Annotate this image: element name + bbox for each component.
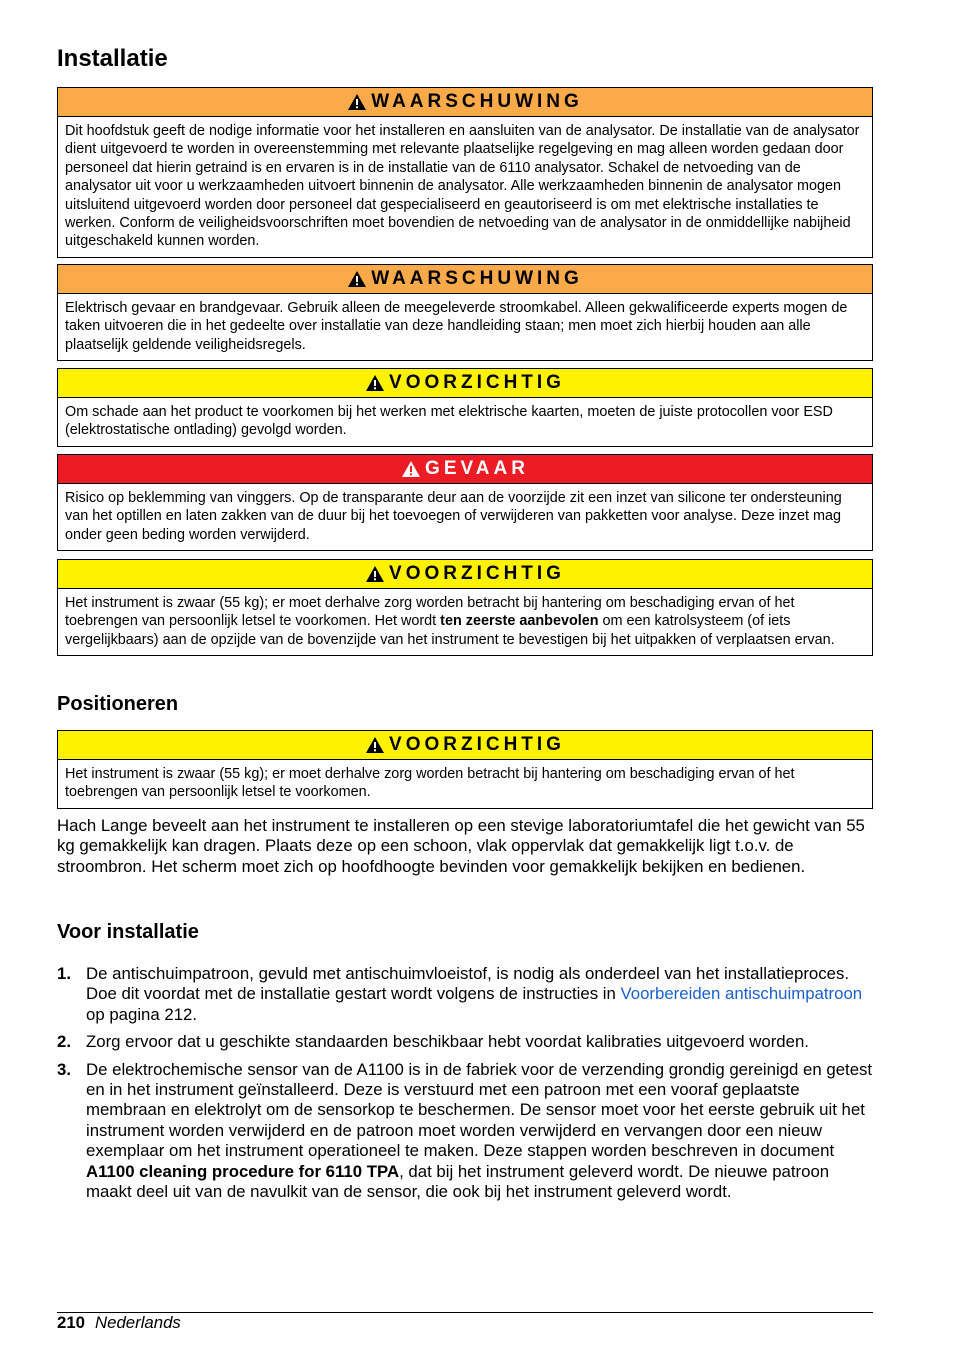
notice-text: Het instrument is zwaar (55 kg); er moet derhalve zorg worden betracht bij hantering om beschadiging ervan of het toebrengen van persoonlijk letsel te voorkomen. <box>65 766 795 801</box>
notice-label: WAARSCHUWING <box>371 91 583 112</box>
notice-label: GEVAAR <box>425 458 529 479</box>
page-footer <box>57 1313 181 1333</box>
caution-notice-3 <box>57 730 873 809</box>
step-number: 2. <box>57 1032 71 1052</box>
notice-header <box>58 265 872 294</box>
notice-header <box>58 560 872 589</box>
step-number: 3. <box>57 1059 71 1079</box>
warning-triangle-icon <box>365 374 385 392</box>
warning-triangle-icon <box>401 460 421 478</box>
positioneren-paragraph: Hach Lange beveelt aan het instrument te installeren op een stevige laboratoriumtafel die het gewicht van 55 kg gemakkelijk kan dragen. Plaats deze op een schoon, vlak oppervlak dat gemakkelijk ligt t.o.v. de stroombron. Het scherm moet zich op hoofdhoogte bevinden voor gemakkelijk bekijken en bedienen. <box>57 816 865 876</box>
notice-text: Elektrisch gevaar en brandgevaar. Gebruik alleen de meegeleverde stroomkabel. Alleen gekwalificeerde experts mogen de taken uitvoeren die in het gedeelte over installatie van deze handleiding staan; men moet zich hierbij houden aan alle plaatselijk geldende veiligheidsregels. <box>65 300 848 353</box>
notice-text: Risico op beklemming van vinggers. Op de transparante deur aan de voorzijde zit een inzet van silicone ter ondersteuning van het optillen en laten zakken van de duur bij het toevoegen of verwijderen van pakketten voor analyse. Deze inzet mag onder geen beding worden verwijderd. <box>65 490 842 543</box>
step-text: De antischuimpatroon, gevuld met antischuimvloeistof, is nodig als onderdeel van het installatieproces. Doe dit voordat met de installatie gestart wordt volgens de instructies in <box>86 964 850 1004</box>
notice-label: VOORZICHTIG <box>389 372 565 393</box>
notice-header <box>58 88 872 117</box>
notice-label: VOORZICHTIG <box>389 563 565 584</box>
list-item <box>57 964 873 1025</box>
step-number: 1. <box>57 964 71 983</box>
section-heading-positioneren: Positioneren <box>57 693 179 715</box>
warning-triangle-icon <box>347 270 367 288</box>
caution-notice-2 <box>57 559 873 656</box>
step-text: De elektrochemische sensor van de A1100 is in de fabriek voor de verzending grondig gereinigd en getest en in het instrument geïnstalleerd. Deze is verstuurd met een patroon met een vooraf geplaatste membraan en elektrolyt om de sensorkop te beschermen. De sensor moet voor het eerste gebruik uit het instrument worden verwijderd en de patroon moet worden verwijderd en vervangen door een nieuw exemplaar om het instrument operationeel te maken. Deze stappen worden beschreven in document <box>86 1059 873 1161</box>
warning-notice-1 <box>57 87 873 258</box>
step-text: , dat bij het instrument geleverd wordt. De nieuwe patroon maakt deel uit van de navulkit van de sensor, die ook bij het instrument geleverd wordt. <box>86 1161 830 1202</box>
notice-text-part: Het instrument is zwaar (55 kg); er moet derhalve zorg worden betracht bij hantering om beschadiging ervan of het toebrengen van persoonlijk letsel te voorkomen. Het wordt <box>65 595 795 630</box>
warning-triangle-icon <box>365 736 385 754</box>
section-heading-voor-installatie: Voor installatie <box>57 921 199 943</box>
notice-label: WAARSCHUWING <box>371 268 583 289</box>
warning-triangle-icon <box>365 565 385 583</box>
page-title: Installatie <box>57 45 168 72</box>
footer-language: Nederlands <box>95 1313 181 1332</box>
list-item <box>57 1032 873 1052</box>
caution-notice-1 <box>57 368 873 447</box>
notice-header <box>58 731 872 760</box>
step-text: Zorg ervoor dat u geschikte standaarden beschikbaar hebt voordat kalibraties uitgevoerd worden. <box>86 1032 809 1052</box>
warning-notice-2 <box>57 264 873 361</box>
notice-text <box>58 589 872 655</box>
notice-text-emphasis: ten zeerste aanbevolen <box>440 613 599 630</box>
installation-steps <box>57 964 873 1209</box>
notice-label: VOORZICHTIG <box>389 734 565 755</box>
notice-text-part: om een katrolsysteem (of iets vergelijkbaars) aan de opzijde van de bovenzijde van het instrument te bevestigen bij het uitpakken of verplaatsen ervan. <box>65 613 835 648</box>
notice-text: Dit hoofdstuk geeft de nodige informatie voor het installeren en aansluiten van de analysator. De installatie van de analysator dient uitgevoerd te worden in overeenstemming met relevante plaatselijke regelgeving en mag alleen worden gedaan door personeel dat hierin getraind is en ervaren is in de installatie van de 6110 analysator. Schakel de netvoeding van de analysator uit voor u werkzaamheden uitvoert binnenin de analysator. Alle werkzaamheden binnenin de analysator mogen uitsluitend uitgevoerd worden door personeel dat gespecialiseerd en geautoriseerd is om met elektrische installaties te werken. Conform de veiligheidsvoorschriften moet bovendien de netvoeding van de analysator in de onmiddellijke nabijheid uitgeschakeld kunnen worden. <box>65 123 860 250</box>
page-number: 210 <box>57 1313 85 1332</box>
danger-notice <box>57 454 873 551</box>
step-text: op pagina 212. <box>86 1004 198 1024</box>
warning-triangle-icon <box>347 93 367 111</box>
document-title: A1100 cleaning procedure for 6110 TPA <box>86 1161 400 1181</box>
notice-text: Om schade aan het product te voorkomen bij het werken met elektrische kaarten, moeten de juiste protocollen voor ESD (elektrostatische ontlading) gevolgd worden. <box>65 404 833 439</box>
notice-header <box>58 369 872 398</box>
notice-header <box>58 455 872 484</box>
cross-reference-link[interactable]: Voorbereiden antischuimpatroon <box>620 984 863 1004</box>
list-item <box>57 1060 873 1203</box>
